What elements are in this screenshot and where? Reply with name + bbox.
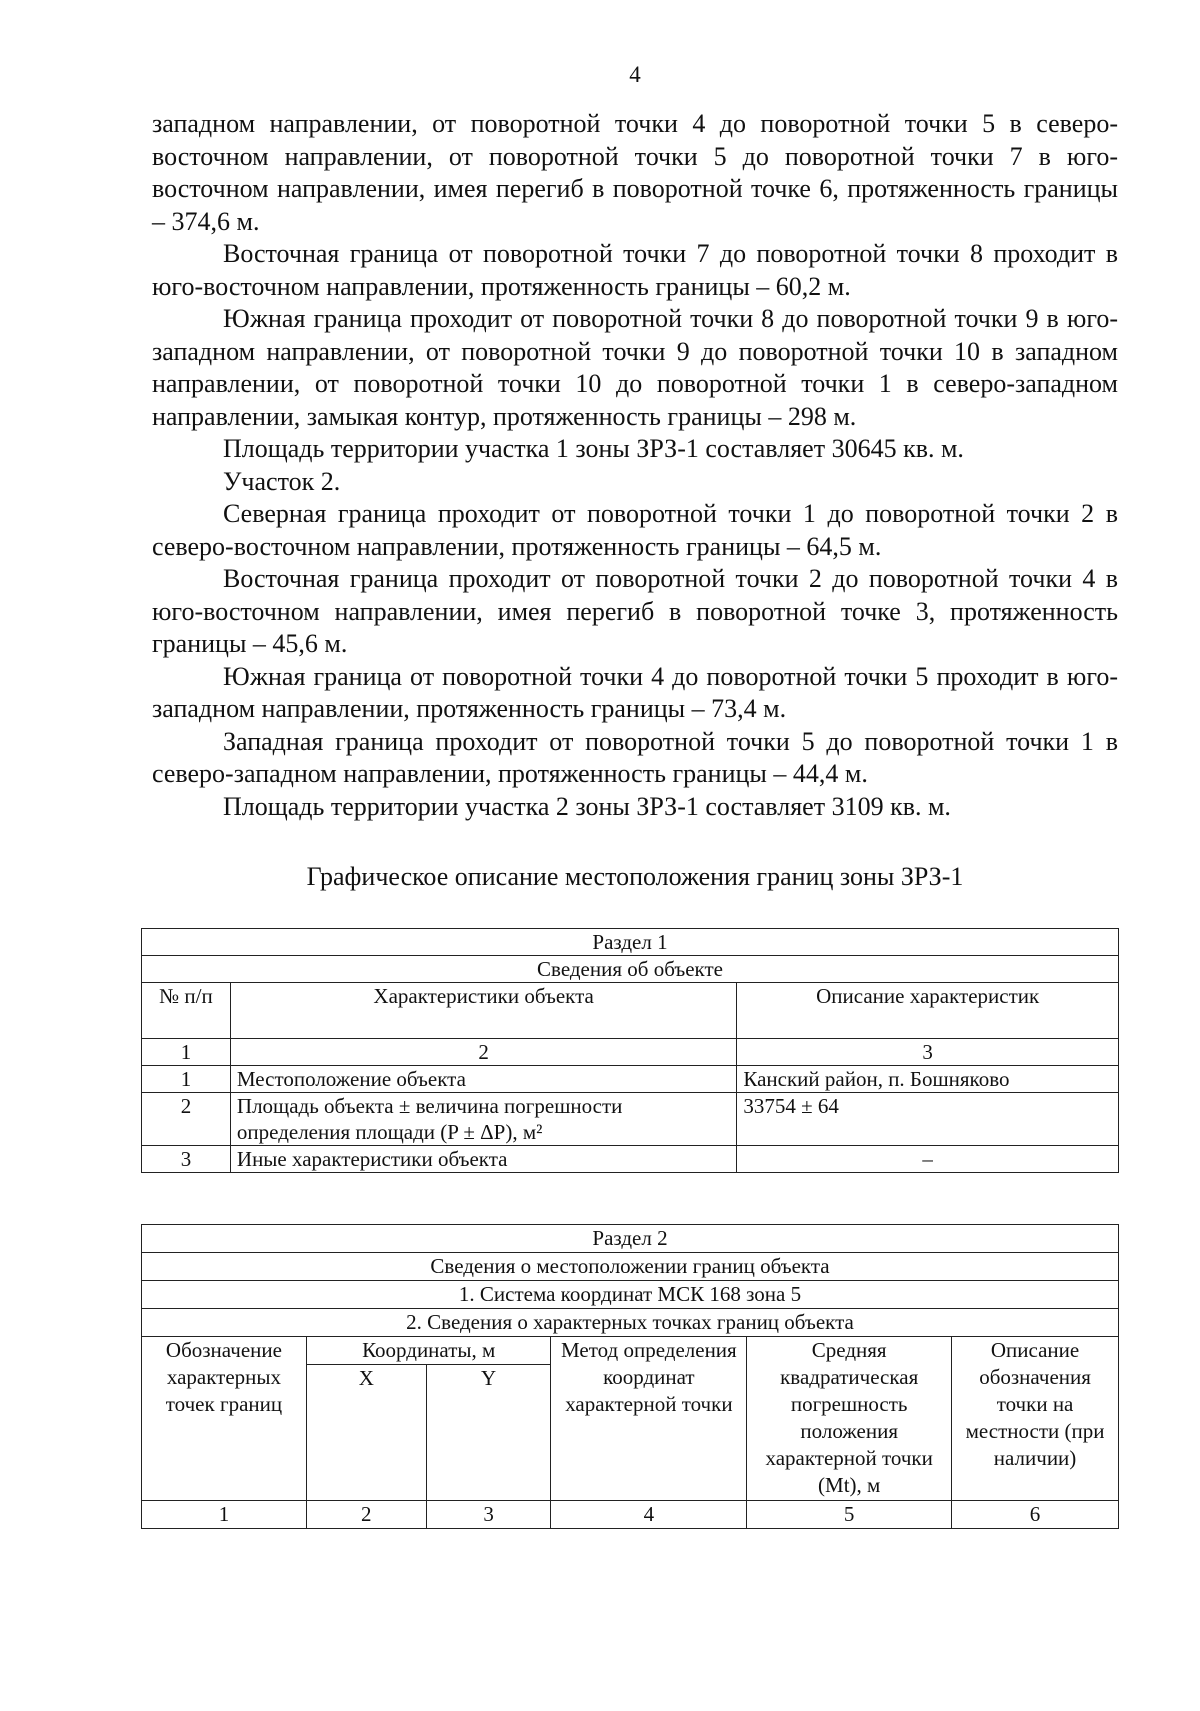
col-number: 2 [306,1501,426,1529]
page-number: 4 [629,62,641,87]
coord-system: 1. Система координат МСК 168 зона 5 [142,1281,1119,1309]
table-row [142,1146,1119,1173]
row-number: 3 [142,1146,231,1173]
points-title: 2. Сведения о характерных точках границ объекта [142,1309,1119,1337]
col-number: 3 [737,1039,1119,1066]
paragraph: Площадь территории участка 2 зоны ЗРЗ-1 составляет 3109 кв. м. [223,791,951,821]
row-value: Канский район, п. Бошняково [737,1066,1119,1093]
header-description: Описание характеристик [737,983,1119,1039]
paragraph: западном направлении, от поворотной точки 4 до поворотной точки 5 в северо-восточном направлении, от поворотной точки 5 до поворотной точки 7 в юго-восточном направлении, имея перегиб в поворотной точке 6, протяженность границы – 374,6 м. [152,109,1118,236]
paragraph: Участок 2. [223,466,341,496]
col-number: 5 [747,1501,952,1529]
col-number: 3 [426,1501,551,1529]
header-characteristics: Характеристики объекта [230,983,736,1039]
section1-title: Раздел 1 [142,929,1119,956]
row-name: Площадь объекта ± величина погрешности определения площади (P ± ΔP), м² [230,1093,736,1146]
col-number: 4 [551,1501,747,1529]
paragraph: Южная граница от поворотной точки 4 до поворотной точки 5 проходит в юго-западном направлении, протяженность границы – 73,4 м. [152,661,1118,723]
body-text [152,108,1118,823]
table-row [142,1066,1119,1093]
header-error: Средняя квадратическая погрешность положения характерной точки (Mt), м [747,1337,952,1501]
section2-subtitle: Сведения о местоположении границ объекта [142,1253,1119,1281]
header-coords: Координаты, м [306,1337,551,1365]
col-number: 6 [952,1501,1119,1529]
row-name: Местоположение объекта [230,1066,736,1093]
row-value: – [737,1146,1119,1173]
paragraph: Площадь территории участка 1 зоны ЗРЗ-1 составляет 30645 кв. м. [223,434,964,463]
section1-subtitle: Сведения об объекте [142,956,1119,983]
section1-table [141,928,1119,1173]
paragraph: Западная граница проходит от поворотной точки 5 до поворотной точки 1 в северо-западном направлении, протяженность границы – 44,4 м. [152,726,1118,788]
section2-title: Раздел 2 [142,1225,1119,1253]
section2-table [141,1224,1119,1529]
col-number: 1 [142,1501,307,1529]
header-x: X [306,1365,426,1501]
paragraph: Южная граница проходит от поворотной точки 8 до поворотной точки 9 в юго-западном направлении, от поворотной точки 9 до поворотной точки 10 в западном направлении, от поворотной точки 10 до поворотной точки 1 в северо-западном направлении, замыкая контур, протяженность границы – 298 м. [152,304,1118,431]
row-name: Иные характеристики объекта [230,1146,736,1173]
paragraph: Восточная граница проходит от поворотной точки 2 до поворотной точки 4 в юго-восточном направлении, имея перегиб в поворотной точке 3, протяженность границы – 45,6 м. [152,564,1118,658]
header-number: № п/п [142,983,231,1039]
col-number: 2 [230,1039,736,1066]
figure-title: Графическое описание местоположения границ зоны ЗРЗ-1 [306,862,964,891]
row-number: 1 [142,1066,231,1093]
header-point-description: Описание обозначения точки на местности (при наличии) [952,1337,1119,1501]
header-designation: Обозначение характерных точек границ [142,1337,307,1501]
header-method: Метод определения координат характерной точки [551,1337,747,1501]
header-y: Y [426,1365,551,1501]
row-value: 33754 ± 64 [737,1093,1119,1146]
paragraph: Северная граница проходит от поворотной точки 1 до поворотной точки 2 в северо-восточном направлении, протяженность границы – 64,5 м. [152,499,1118,561]
paragraph: Восточная граница от поворотной точки 7 до поворотной точки 8 проходит в юго-восточном направлении, протяженность границы – 60,2 м. [152,239,1118,301]
table-row [142,1093,1119,1146]
col-number: 1 [142,1039,231,1066]
row-number: 2 [142,1093,231,1146]
